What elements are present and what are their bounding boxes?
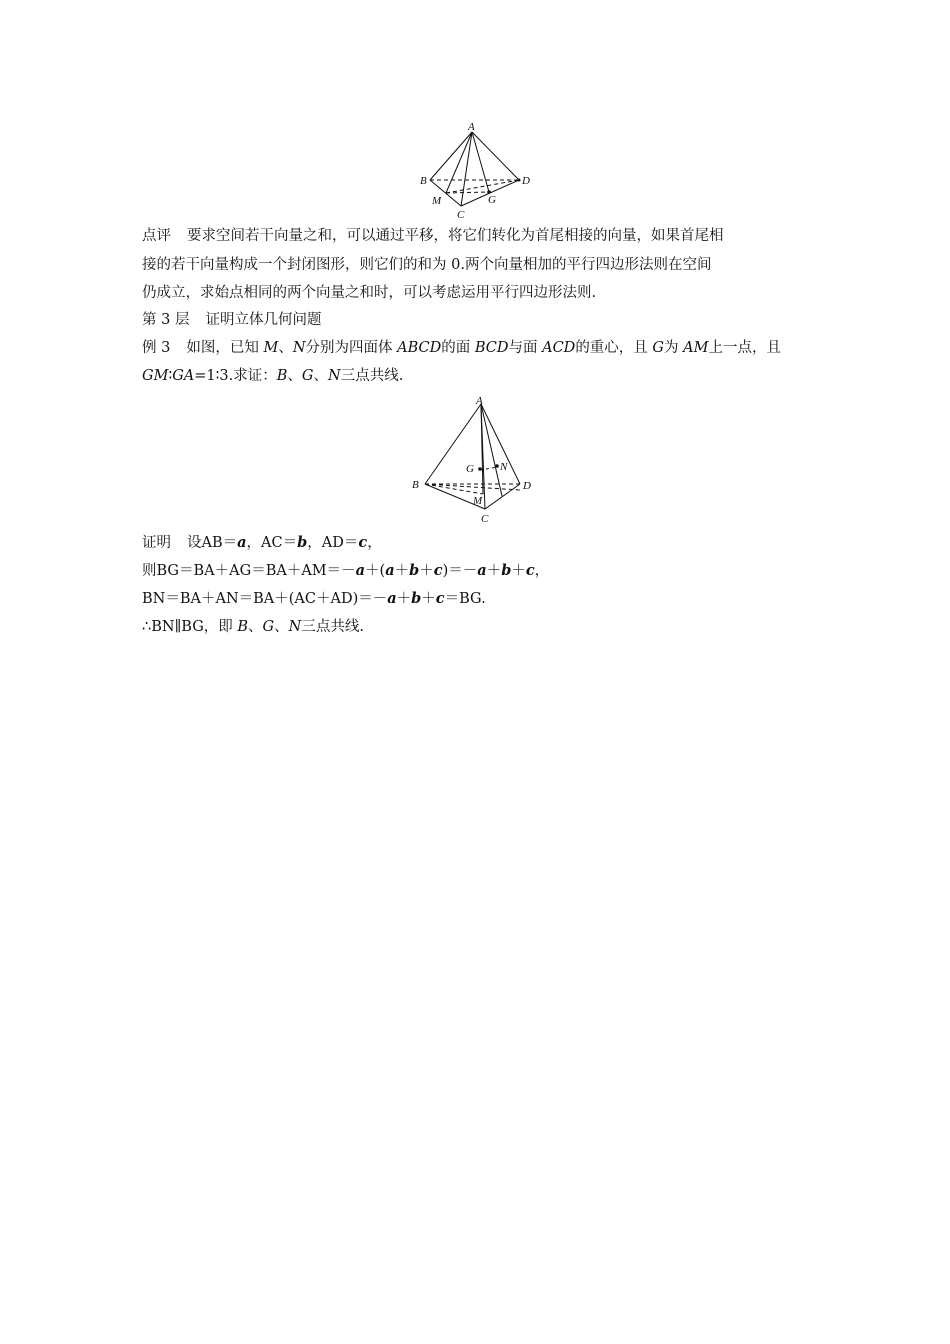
proof-text: BN＝BA＋AN＝BA＋(AC＋AD)＝－ bbox=[142, 591, 388, 607]
example-text: 的面 bbox=[441, 340, 475, 356]
var-m: M bbox=[263, 340, 279, 356]
var-g: G bbox=[301, 368, 314, 384]
proof-text: 则BG＝BA＋AG＝BA＋AM＝－ bbox=[142, 563, 356, 579]
vector-c: c bbox=[358, 534, 368, 551]
label-c: C bbox=[481, 513, 489, 525]
var-ga: GA bbox=[172, 368, 195, 384]
proof-line-3 bbox=[142, 589, 486, 609]
label-b: B bbox=[412, 479, 419, 491]
label-c: C bbox=[457, 209, 465, 221]
point-n-dot bbox=[495, 464, 499, 468]
proof-line-1 bbox=[142, 533, 382, 553]
vector-a: a bbox=[477, 562, 487, 579]
var-g: G bbox=[652, 340, 665, 356]
example-text: =1∶3.求证： bbox=[194, 368, 277, 384]
proof-text: ＋( bbox=[365, 563, 386, 579]
proof-text: ＋ bbox=[511, 563, 526, 579]
separator: 、 bbox=[278, 340, 293, 356]
proof-text: 设AB＝ bbox=[187, 535, 238, 551]
example-text: 分别为四面体 bbox=[305, 340, 398, 356]
proof-text: ＋ bbox=[394, 563, 410, 579]
proof-text: ＋ bbox=[421, 591, 436, 607]
vector-b: b bbox=[297, 534, 308, 551]
vector-c: c bbox=[525, 562, 535, 579]
tetrahedron-figure-1 bbox=[415, 122, 535, 222]
var-gm: GM bbox=[142, 368, 169, 384]
point-g-dot bbox=[478, 467, 482, 471]
var-b: B bbox=[237, 619, 249, 635]
section-heading bbox=[142, 310, 321, 330]
example-line-2 bbox=[142, 366, 403, 386]
label-d: D bbox=[523, 480, 531, 492]
remark-text-3: 仍成立，求始点相同的两个向量之和时，可以考虑运用平行四边形法则. bbox=[142, 285, 597, 301]
example-text: 上一点，且 bbox=[708, 340, 781, 356]
var-b: B bbox=[276, 368, 288, 384]
proof-text: ＋ bbox=[419, 563, 434, 579]
proof-text: 三点共线. bbox=[301, 619, 364, 635]
example-text: 如图，已知 bbox=[186, 340, 264, 356]
proof-text: ， bbox=[367, 535, 382, 551]
label-g: G bbox=[466, 463, 474, 475]
var-n: N bbox=[328, 368, 341, 384]
var-n: N bbox=[288, 619, 302, 635]
separator: 、 bbox=[274, 619, 289, 635]
vector-b: b bbox=[411, 590, 422, 607]
remark-line-1 bbox=[142, 226, 724, 246]
label-m: M bbox=[473, 495, 483, 507]
remark-text-1: 要求空间若干向量之和，可以通过平移，将它们转化为首尾相接的向量，如果首尾相 bbox=[187, 228, 724, 244]
vector-b: b bbox=[501, 562, 512, 579]
vector-a: a bbox=[237, 534, 247, 551]
section-title: 证明立体几何问题 bbox=[205, 312, 322, 328]
separator: 、 bbox=[313, 368, 329, 384]
proof-text: ∴BN∥BG，即 bbox=[142, 619, 238, 635]
proof-text: ＋ bbox=[486, 563, 502, 579]
var-bcd: BCD bbox=[474, 340, 509, 356]
proof-text: ＝BG. bbox=[444, 591, 486, 607]
vector-a: a bbox=[355, 562, 366, 579]
vector-a: a bbox=[387, 590, 397, 607]
var-am: AM bbox=[683, 340, 709, 356]
proof-label: 证明 bbox=[142, 535, 171, 551]
label-a: A bbox=[476, 395, 483, 407]
proof-text: )＝－ bbox=[442, 563, 478, 579]
proof-line-2 bbox=[142, 561, 549, 581]
var-n: N bbox=[292, 340, 306, 356]
proof-text: ，AD＝ bbox=[307, 535, 359, 551]
var-g: G bbox=[262, 619, 275, 635]
colon: ∶ bbox=[168, 368, 173, 384]
example-text: 的重心，且 bbox=[575, 340, 653, 356]
proof-text: ， bbox=[534, 563, 550, 579]
vector-a: a bbox=[385, 562, 395, 579]
var-abcd: ABCD bbox=[397, 340, 442, 356]
separator: 、 bbox=[248, 619, 263, 635]
example-text: 为 bbox=[664, 340, 684, 356]
remark-line-2 bbox=[142, 255, 711, 275]
label-b: B bbox=[420, 175, 427, 187]
remark-text-2: 接的若干向量构成一个封闭图形，则它们的和为 0.两个向量相加的平行四边形法则在空间 bbox=[142, 257, 712, 273]
proof-line-4 bbox=[142, 617, 364, 637]
remark-heading: 点评 bbox=[142, 228, 171, 244]
label-a: A bbox=[468, 121, 475, 133]
remark-line-3 bbox=[142, 283, 596, 303]
example-text: 与面 bbox=[508, 340, 543, 356]
example-label: 例 3 bbox=[142, 340, 171, 356]
var-acd: ACD bbox=[542, 340, 576, 356]
label-d: D bbox=[522, 175, 530, 187]
section-label: 第 3 层 bbox=[142, 312, 190, 328]
separator: 、 bbox=[287, 368, 302, 384]
example-line-1 bbox=[142, 338, 781, 358]
point-d-dot bbox=[518, 179, 521, 182]
proof-text: ＋ bbox=[396, 591, 412, 607]
vector-b: b bbox=[409, 562, 420, 579]
proof-text: ，AC＝ bbox=[246, 535, 298, 551]
vector-c: c bbox=[433, 562, 443, 579]
label-m: M bbox=[432, 195, 442, 207]
label-n: N bbox=[500, 461, 508, 473]
vector-c: c bbox=[435, 590, 445, 607]
example-text: 三点共线. bbox=[340, 368, 404, 384]
tetrahedron-figure-2 bbox=[405, 392, 540, 527]
label-g: G bbox=[488, 194, 496, 206]
